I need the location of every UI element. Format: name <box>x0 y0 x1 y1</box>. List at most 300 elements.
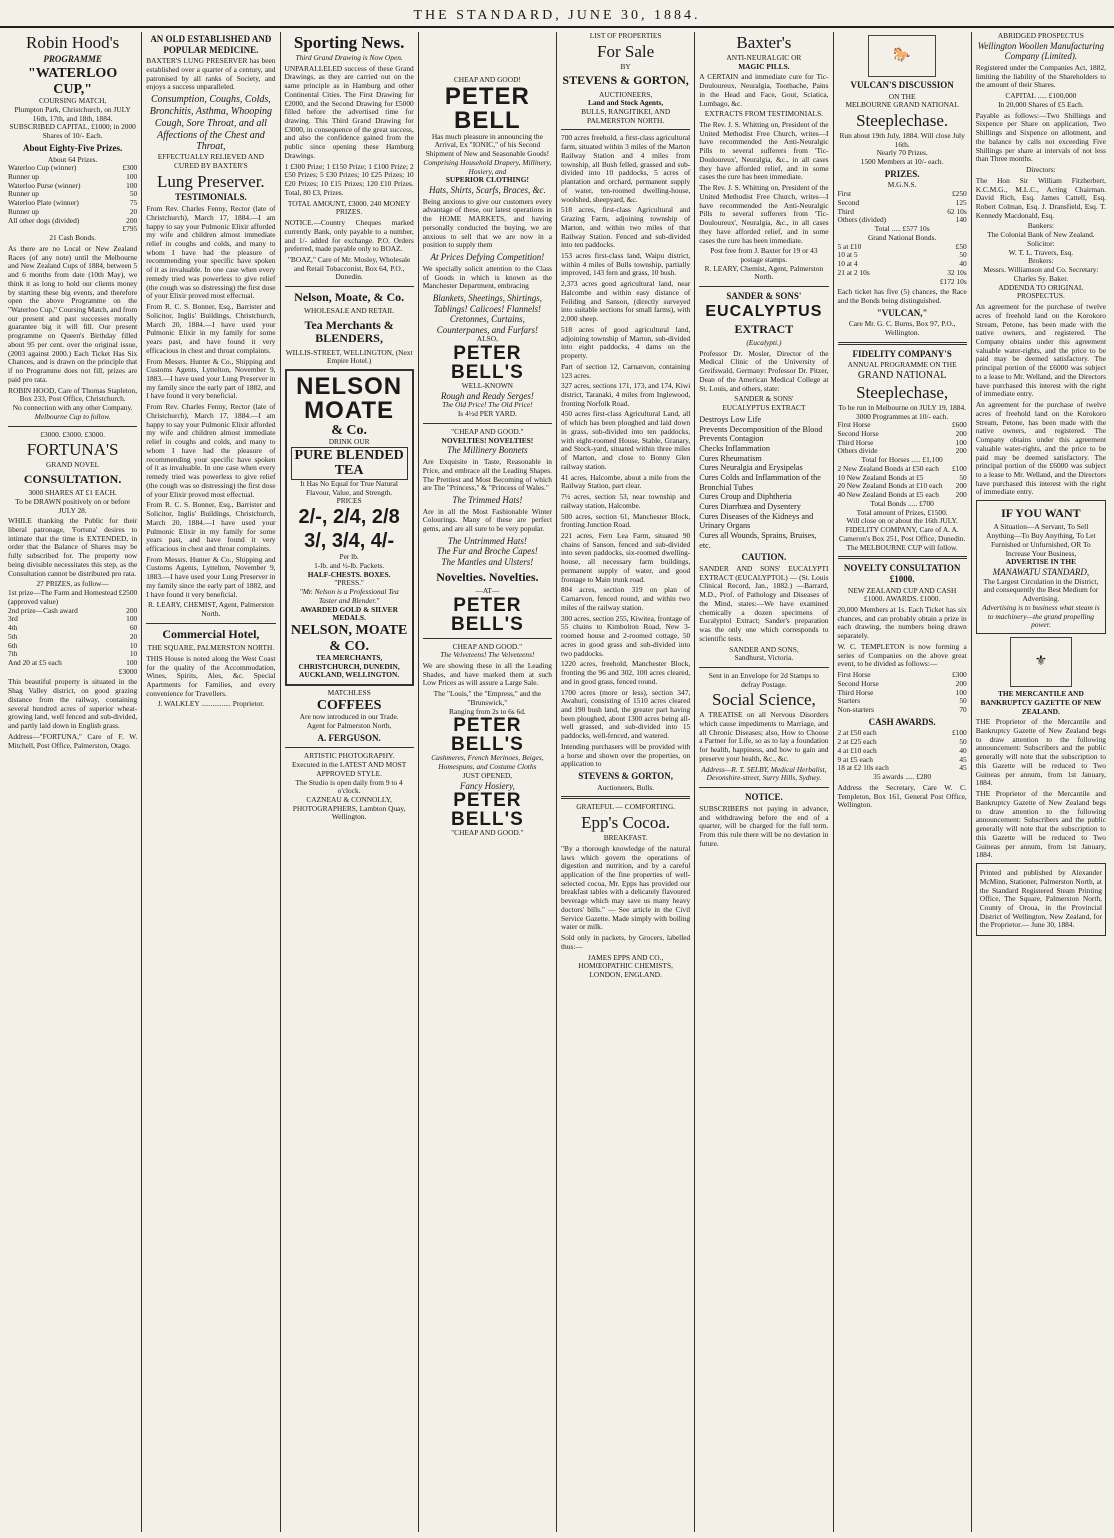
column-2 <box>142 32 280 1532</box>
vulcans-discussion: VULCAN'S DISCUSSION <box>850 80 954 90</box>
circulation-note: The Largest Circulation in the District, and consequently the Best Medium for Advertising. <box>983 576 1099 604</box>
lines: Comprising Household Drapery, Millinery, Hosiery, and <box>423 157 552 176</box>
templeton-row-value: 50 <box>959 696 967 706</box>
members-line: 1500 Members at 10/- each. <box>860 157 944 167</box>
medals-line: AWARDED GOLD & SILVER MEDALS. <box>300 604 398 623</box>
cazneau-connolly: CAZNEAU & CONNOLLY, PHOTOGRAPHERS, Lambton Quay, Wellington. <box>292 795 406 822</box>
printed-by: Printed and published by Alexander McMinn, Stationer, Palmerston North, at the Standard Registered Steam Printing Office, The Square, Palmerston North, County of Oroua, in the Provincial District of Wellington, New Zealand, for the Proprietor.— June 30, 1884. <box>979 868 1102 930</box>
property-item: 500 acres, section 61, Manchester Block, fronting Junction Road. <box>561 511 691 530</box>
property-item: 518 acres of good agricultural land, adjoining township of Marton, sub-divided into eight paddocks, 4 dams on the property. <box>561 324 691 361</box>
testimonial-3-repeat: From Messrs. Hunter & Co., Shipping and Customs Agents, Lyttelton, November 9, 1883.—I have used your Lung Preserver in my family since the early part of 1882, and I have found it very beneficial. <box>146 554 276 599</box>
bonds-heading: Grand National Bonds. <box>867 232 937 242</box>
testimonial-3: From Messrs. Hunter & Co., Shipping and Customs Agents, Lyttelton, November 9, 1883.—I have used your Lung Preserver in my family since the early part of 1882, and I have found it very beneficial. <box>146 356 276 401</box>
mercantile-body: THE Proprietor of the Mercantile and Bankruptcy Gazette of New Zealand begs to draw attention to the following announcement: Subscribers and the public generally will note that the subscription to this Gazette will be reduced to Two Guineas per annum, from 1st January, 1884. <box>975 717 1106 788</box>
auctioneers-bulls: Auctioneers, Bulls. <box>597 782 655 792</box>
fidelity-row-label: Second Horse <box>837 429 879 439</box>
nz-bond-row-value: £100 <box>951 463 967 473</box>
places: BULLS, RANGITIKEI, AND PALMERSTON NORTH. <box>581 106 671 125</box>
old-medicine-heading: AN OLD ESTABLISHED AND POPULAR MEDICINE. <box>150 34 272 55</box>
grateful-comforting: GRATEFUL — COMFORTING. <box>576 802 676 812</box>
property-item: 41 acres, Halcombe, about a mile from the Railway Station, part clear. <box>561 472 691 491</box>
prize-row-label: Waterloo Purse (winner) <box>8 180 81 190</box>
eucalypti-label: (Eucalypti.) <box>746 338 782 347</box>
nmc-heading: NELSON, MOATE & CO. <box>290 623 408 654</box>
fortuna-body: WHILE thanking the Public for their liberal patronage, 'Fortuna' desires to intimate that the time is EXTENDED, in order that the Balance of Shares may be fully subscribed for. The property now being divisible necessitates this step, as the Consultation cannot be distributed pro rata. <box>8 516 138 578</box>
stevens-gorton-2: STEVENS & GORTON, <box>578 771 674 782</box>
nz-bond-row-value: 200 <box>955 481 967 491</box>
prices-defying: At Prices Defying Competition! <box>430 252 545 263</box>
artistic-photography: ARTISTIC PHOTOGRAPHY. <box>303 751 395 761</box>
prizes-heading: About Eighty-Five Prizes. <box>23 142 123 153</box>
directors-heading: Directors: <box>1026 165 1056 175</box>
annual-programme: ANNUAL PROGRAMME ON THE <box>847 360 957 370</box>
anti-neuralgic: ANTI-NEURALGIC OR <box>726 52 802 62</box>
cheap-good-2: "CHEAP AND GOOD." <box>451 426 524 436</box>
tea-merchants: Tea Merchants & BLENDERS, <box>304 318 394 346</box>
templeton-row <box>838 706 967 715</box>
cure-item: Cures Croup and Diphtheria <box>699 492 792 502</box>
cashmeres: Cashmeres, French Merinoes, Beiges, Homespuns, and Costume Cloths <box>431 753 544 772</box>
cures-list <box>699 415 828 550</box>
serges: Rough and Ready Serges! <box>440 390 534 401</box>
attention: We specially solicit attention to the Class of Goods in which is known as the Manchester Department, embracing <box>422 263 552 291</box>
caution-body: SANDER AND SONS' EUCALYPTI EXTRACT (EUCALYPTOL) — (St. Louis Clinical Record, Jan., 1882.) —Barrard, M.D., Prof. of Pathology and Diseases of the Mind, states:—We have examined chemically a dozen specimens of Eucalyptol Extract; Sander's preparation was the only one which corresponds to scientific tests. <box>699 563 829 643</box>
templeton-row-value: 70 <box>959 705 967 715</box>
property-item: 7½ acres, section 53, near township and railway station, Halcombe. <box>561 492 691 510</box>
bonnets: The Millinery Bonnets <box>447 445 528 456</box>
addenda-body-repeat: An agreement for the purchase of twelve acres of freehold land on the Korokoro Stream, Petone, has been made with the native owners, and registered. The Company obtains under this agreement valuable water-rights, and the price to be paid may be deemed satisfactory. The principal portion of the £6000 was subject to a lease to Mr. Welland, and the Directors have purchased this interest with the right of immediate entry. <box>975 400 1106 497</box>
prize-row-2-label: 2nd prize—Cash award <box>8 605 78 615</box>
cities-line: CHRISTCHURCH, DUNEDIN, AUCKLAND, WELLINGTON. <box>298 661 400 680</box>
list-of-properties: LIST OF PROPERTIES <box>589 32 662 40</box>
vulcan-prize-row-value: 140 <box>955 215 967 225</box>
fidelity-row-label: Third Horse <box>837 437 874 447</box>
extracts-heading: EXTRACTS FROM TESTIMONIALS. <box>704 109 824 119</box>
templeton-row-value: £300 <box>951 670 967 680</box>
prize-row-label: Runner up <box>8 206 39 216</box>
cure-item: Cures Neuralgia and Erysipelas <box>699 463 803 473</box>
total-prizes: Total amount of Prizes, £1500. <box>856 507 948 517</box>
melbourne-cup-follow: The MELBOURNE CUP will follow. <box>846 542 958 552</box>
auctioneers: AUCTIONEERS, <box>599 89 653 99</box>
templeton-row-label: Non-starters <box>837 705 875 715</box>
property-item: 300 acres, section 255, Kiwitea, frontage of 55 chains to Kimbolton Road, New 3-roomed house and 2-roomed cottage, 50 acres in good grass and sub-divided into two paddocks. <box>561 613 691 658</box>
louis-empress: The "Louis," the "Empress," and the "Brunswick," <box>433 689 542 707</box>
just-opened: JUST OPENED, <box>462 770 513 780</box>
boaz-address: "BOAZ," Care of Mr. Mosley, Wholesale and Retail Tobacconist, Box 64, P.O., Dunedin. <box>287 255 411 282</box>
brand-co: & Co. <box>331 422 368 438</box>
cured-by: EFFECTUALLY RELIEVED AND CURED BY BAXTER'S <box>157 152 264 170</box>
sporting-body: UNPARALLELED success of these Grand Drawings, as they are carried out on the same principle as in Hamburg and other Continental Cities. The First Drawing for £2000, and the Second Drawing for £5000 filled before the advertised time for drawing. This Third Grand Drawing for £3000, in consequence of the great success, and also the confidence gained from the public since opening these Hamburg Drawings. <box>284 63 414 160</box>
prize-row-2-value: 200 <box>126 605 138 615</box>
social-science-title: Social Science, <box>711 690 816 710</box>
cure-item: Cures Colds and Inflammation of the Bronchial Tubes <box>699 472 821 492</box>
registered-note: Registered under the Companies Act, 1882, limiting the liability of the Shareholders to the amount of their Shares. <box>975 62 1106 90</box>
prize-row-value: 20 <box>129 206 138 216</box>
sporting-news-title: Sporting News. <box>293 33 405 52</box>
pure-blended-tea: PURE BLENDED TEA <box>291 447 408 480</box>
fidelity-row-value: 200 <box>955 429 967 439</box>
vulcan-prize-list <box>838 190 967 225</box>
waterloo-cup-title: "WATERLOO CUP," <box>28 66 118 97</box>
sporting-total: TOTAL AMOUNT, £3000. 240 MONEY PRIZES. <box>287 198 411 217</box>
eucalyptus-body: Professor Dr. Mosler, Director of the Medical Clinic of the University of Greifswald, Germany: Professor Dr. Pitzer, Dean of the American Medical College at St. Louis, and others, state: <box>699 348 829 393</box>
lung-preserver-title: Lung Preserver. <box>157 171 265 191</box>
at-label: —AT— <box>475 585 500 595</box>
extract-label: EXTRACT <box>734 321 794 336</box>
cash-row-label: 2 at £50 each <box>837 728 877 738</box>
if-you-want-box <box>976 500 1106 634</box>
vulcan-prize-row-label: Second <box>837 197 860 207</box>
cash-award-list <box>838 729 967 773</box>
drawn-line: To be DRAWN positively on or before JULY 28. <box>15 496 130 515</box>
brokers-heading: Brokers: <box>1028 256 1054 266</box>
by-label: BY <box>620 61 631 71</box>
caution-heading: CAUTION. <box>741 552 787 563</box>
per-yard: Is 4½d PER YARD. <box>457 409 517 419</box>
horse-race-illustration: 🐎 <box>868 35 936 77</box>
prize-row-2-label: 6th <box>8 640 18 650</box>
cash-row-value: 50 <box>959 737 967 747</box>
solicitor-heading: Solicitor: <box>1027 238 1055 248</box>
half-chests: HALF-CHESTS. BOXES. <box>307 569 391 579</box>
directors-list: The Hon Sir William Fitzherbert, K.C.M.G., M.L.C., Acting Chairman. David Rich, Esq. James Cattell, Esq. Robert Colman, Esq. J. Dransfield, Esq. T. Kennedy Macdonald, Esq. <box>975 175 1106 220</box>
cheap-good-3: CHEAP AND GOOD." <box>452 641 523 651</box>
cash-row-value: 45 <box>959 754 967 764</box>
breakfast: BREAKFAST. <box>603 833 648 843</box>
cash-awards-heading: CASH AWARDS. <box>868 716 936 727</box>
prizes-subheading: About 64 Prizes. <box>47 154 98 164</box>
prize-row-value: 100 <box>126 171 138 181</box>
fidelity-prize-list <box>838 421 967 456</box>
superior-clothing: SUPERIOR CLOTHING! <box>445 175 529 185</box>
property-item: 2,373 acres good agricultural land, near Halcombe and within easy distance of Feilding and Sanson, (directly surveyed into suitable sections for small farms), with 2,000 sheep. <box>561 279 691 324</box>
templeton-list <box>838 671 967 715</box>
velveteens: The Velveteens! The Velveteens! <box>440 650 535 660</box>
templeton-row-label: Starters <box>837 696 861 706</box>
prize-row-2-value: 60 <box>129 623 138 633</box>
studio-hours: The Studio is open daily from 9 to 4 o'clock. <box>295 777 403 796</box>
property-item: 153 acres first-class land, Waipu district, within 4 miles of Bulls township, partially improved, 143 fern and grass, 10 bush. <box>561 250 691 278</box>
prize-row-2 <box>8 633 137 642</box>
addenda-body: An agreement for the purchase of twelve acres of freehold land on the Korokoro Stream, Petone, has been made with the native owners, and registered. The Company obtains under this agreement valuable water-rights, and the price to be paid may be deemed satisfactory. The principal portion of the £6000 was subject to a lease to Mr. Welland, and the Directors have purchased this interest with the right of immediate entry. <box>975 302 1106 399</box>
steeplechase-title: Steeplechase. <box>856 111 949 131</box>
fidelity-row-label: Others divide <box>837 446 878 456</box>
run-date-2: To be run in Melbourne on JULY 19, 1884. <box>838 402 967 412</box>
prize-row-label: Runner up <box>8 171 39 181</box>
prize-row-2-label: 7th <box>8 649 18 659</box>
mercantile-body-repeat: THE Proprietor of the Mercantile and Bankruptcy Gazette of New Zealand begs to draw attention to the following announcement: Subscribers and the public generally will note that the subscription to this Gazette will be reduced to Two Guineas per annum, from 1st January, 1884. <box>975 789 1106 860</box>
prize-row-value: £300 <box>122 163 138 173</box>
sander-sons-3: SANDER AND SONS, <box>729 644 799 654</box>
vulcan-prize-row-value: 125 <box>955 197 967 207</box>
grand-novel: GRAND NOVEL <box>46 460 100 470</box>
baxters-title: Baxter's <box>736 33 792 52</box>
bond-row-value: 40 <box>959 259 967 269</box>
coursing-match: COURSING MATCH, <box>38 96 107 106</box>
peter-bell-body: Being anxious to give our customers every advantage of these, our latest operations in the HOME MARKETS, and having personally conducted the buying, we are anxious to sell that we are now in a position to supply them <box>422 196 552 250</box>
prize-row-value: 75 <box>129 198 138 208</box>
cure-item: Prevents Contagion <box>699 434 764 444</box>
intending-purchasers: Intending purchasers will be provided with a horse and shown over the properties, on application to <box>561 741 691 769</box>
prize-row-2 <box>8 659 137 668</box>
if-you-want: IF YOU WANT <box>1001 506 1081 521</box>
cure-item: Cures all Wounds, Sprains, Bruises, etc. <box>699 530 817 550</box>
notice-heading: NOTICE. <box>744 792 783 803</box>
drink-our: DRINK OUR <box>328 437 370 447</box>
cash-row-label: 9 at £5 each <box>837 754 873 764</box>
drawing-open: Third Grand Drawing is Now Open. <box>295 52 403 62</box>
prize-row-label: Waterloo Plate (winner) <box>8 198 79 208</box>
fur-capes: The Fur and Broche Capes! <box>437 546 538 557</box>
prize-row-2-value: 100 <box>126 614 138 624</box>
novelties-2: Novelties. Novelties. <box>436 569 539 584</box>
prize-row-2 <box>8 589 137 606</box>
melbourne-cup-note: Melbourne Cup to follow. <box>34 411 111 421</box>
agent-line: Agent for Palmerston North, <box>306 720 392 730</box>
cash-row-value: £100 <box>951 728 967 738</box>
sandhurst: Sandhurst, Victoria. <box>734 653 794 663</box>
no-equal: It Has No Equal for True Natural Flavour, Value, and Strength. <box>300 478 398 497</box>
nz-bond-row-label: 2 New Zealand Bonds at £50 each <box>837 463 939 473</box>
wants-list: A Situation—A Servant, To Sell Anything—To Buy Anything, To Let Furnished or Unfurnished, OR To Increase Your Business, <box>986 522 1096 558</box>
property-item: 450 acres first-class Agricultural Land, all of which has been ploughed and laid down in grass, sub-divided into ten paddocks, with eight-roomed House, Stable, Granary, and Stock-yard, situated within three miles of Marton, and close to Bonny Glen railway station. <box>561 409 691 471</box>
prize-row-2 <box>8 607 137 616</box>
templeton-row-label: First Horse <box>837 670 871 680</box>
property-list <box>561 134 690 740</box>
vulcan-total: Total ..... £577 10s <box>874 224 930 234</box>
bond-row-label: 10 at 5 <box>837 250 858 260</box>
peter-bell-1: PETER BELL <box>444 82 530 134</box>
column-3 <box>281 32 419 1532</box>
stamps-line: Sent in an Envelope for 2d Stamps to defray Postage. <box>708 670 819 689</box>
commercial-hotel-body: THIS House is noted along the West Coast for the quality of the Accommodation, Wines, Spirits, Ales, &c. Special Apartments for Families, and every convenience for Travellers. <box>146 653 276 698</box>
column-1 <box>4 32 142 1532</box>
prize-row-label: Waterloo Cup (winner) <box>8 163 77 173</box>
nz-bond-list <box>838 465 967 500</box>
prices-heading: PRICES <box>336 496 362 506</box>
steam-quote: Advertising is to business what steam is to machinery—the grand propelling power. <box>982 602 1100 630</box>
property-item: 518 acres, first-class Agricultural and Grazing Farm, adjoining township of Marton, and within two miles of that Railway Station. Fenced and sub-divided into ten paddocks. <box>561 205 691 250</box>
on-the: ON THE <box>888 91 916 101</box>
advertise-label: ADVERTISE IN THE <box>1005 557 1076 567</box>
vulcan-prize-row-value: £250 <box>951 189 967 199</box>
vulcan-name: "VULCAN," <box>876 307 928 318</box>
prize-row-value: 200 <box>126 215 138 225</box>
cure-item: Cures Diseases of the Kidneys and Urinary Organs <box>699 511 814 531</box>
prize-list-2 <box>8 589 137 668</box>
total-horses: Total for Horses ..... £1,100 <box>861 455 943 465</box>
packets-line: 1-lb. and ½-lb. Packets. <box>314 561 385 570</box>
peter-bell-2: PETER BELL'S <box>450 343 524 384</box>
prize-total: £795 <box>122 224 138 234</box>
fortuna-address: Address—"FORTUNA," Care of F. W. Mitchell, Post Office, Palmerston, Otago. <box>8 731 138 750</box>
cash-row-label: 2 at £25 each <box>837 737 877 747</box>
nelson-moate-firm: Nelson, Moate, & Co. <box>294 290 405 305</box>
hats-shirts: Hats, Shirts, Scarfs, Braces, &c. <box>429 185 546 196</box>
printer-imprint <box>976 863 1106 936</box>
prices-row-2: 3/, 3/4, 4/- <box>304 529 395 552</box>
bond-list <box>838 243 967 278</box>
sander-sons: SANDER & SONS' <box>726 291 802 302</box>
agent-name: A. FERGUSON. <box>317 732 381 743</box>
prizes2-heading: 27 PRIZES, as follow— <box>36 579 109 589</box>
velveteens-body: We are showing these in all the Leading Shades, and have marked them at such Low Prices as will assure a Large Sale. <box>422 661 552 688</box>
mercantile-title: THE MERCANTILE AND BANKRUPTCY GAZETTE OF NEW ZEALAND. <box>980 689 1102 716</box>
cure-item: Cures Rheumatism <box>699 453 762 463</box>
templeton-address: Address the Secretary, Care W. C. Templeton, Box 161, General Post Office, Wellington. <box>837 782 967 810</box>
shares-line: 3000 SHARES AT £1 EACH. <box>28 488 117 498</box>
nz-cup-awards: NEW ZEALAND CUP AND CASH £1000. AWARDS. £1000. <box>847 585 957 604</box>
baxter-testimonial: The Rev. J. S. Whitting on, President of the United Methodist Free Church, writes—I have recommended the Anti-Neuralgic Pills to several sufferers from 'Tic-Douloureux', Neuralgia, &c., in all cases they have afforded relief, and in some cases the cure has been immediate. <box>699 119 829 182</box>
steeplechase-title-2: Steeplechase, <box>856 382 949 402</box>
abridged-prospectus: ABRIDGED PROSPECTUS <box>997 32 1084 40</box>
prize-row-2-value: 20 <box>129 631 138 641</box>
bonnets-body: Are Exquisite in Taste, Reasonable in Price, and embrace all the Leading Shapes. The Prettiest and Most Becoming of which are The "Princess," & "Princess of Wales." <box>422 457 552 493</box>
nz-bond-row-value: 200 <box>955 490 967 500</box>
selby-address: Address—R. T. SELBY, Medical Herbalist, Devonshire-street, Surry Hills, Sydney. <box>701 764 827 783</box>
property-item: Part of section 12, Carnarvon, containing 123 acres. <box>561 361 691 380</box>
fancy-hosiery: Fancy Hosiery, <box>459 780 515 791</box>
ailments-list: Consumption, Coughs, Colds, Bronchitis, Asthma, Whooping Cough, Sore Throat, and all Affections of the Chest and Throat, <box>149 94 272 153</box>
artistic-sub: Executed in the LATEST AND MOST APPROVED STYLE. <box>292 760 407 778</box>
prize-row-2-label: And 20 at £5 each <box>8 658 62 667</box>
prize-row-label: All other dogs (divided) <box>8 215 80 225</box>
cash-row-value: 40 <box>959 745 967 755</box>
testimonial-1-repeat: From Rev. Charles Fenny, Rector (late of Christchurch), March 17, 1884.—I am happy to say your Pulmonic Elixir afforded my wife and children almost immediate relief in coughs and colds, and many to whom I have had the pleasure of recommending your specific have spoken of it as invaluable. In one case when every remedy tried was powerless to give relief (the cough was so distressing) the first dose of your Elixir proved most effectual. <box>146 402 276 499</box>
cash-row-value: 45 <box>959 763 967 773</box>
coat-of-arms-illustration: ⚜ <box>1010 637 1072 687</box>
cash-total: 35 awards ..... £280 <box>873 772 932 782</box>
certain-cure: A CERTAIN and immediate cure for Tic-Douloureux, Neuralgia, Toothache, Pains in the Head and Face, Gout, Sciatica, Lumbago, &c. <box>699 72 829 108</box>
templeton-row-value: 100 <box>955 687 967 697</box>
epps-cocoa-title: Epp's Cocoa. <box>581 813 671 833</box>
testimonials-heading: TESTIMONIALS. <box>174 192 247 203</box>
robin-hood-title: Robin Hood's <box>25 33 120 52</box>
mantles-ulsters: The Mantles and Ulsters! <box>441 557 534 567</box>
property-item: 221 acres, Fern Lea Farm, situated 90 chains of Sanson, fenced and sub-divided into seven paddocks, six-roomed dwelling-house, all necessary farm buildings, permanent supply of water, and good frontage to Main trunk road. <box>561 531 691 584</box>
bond-row-value: 50 <box>959 250 967 260</box>
prize-row-value: 100 <box>126 180 138 190</box>
robin-hood-body: As there are no Local or New Zealand Races (of any note) until the Melbourne and New Zealand Cups of 1884, between 5 and 6 months from date (10th May), we think it as long to hold our clients money by starting these big events, and therefore open the above Programme on the "Waterloo Cup," Coursing Match, and from our present and past successes morally guarantee big it will fill. Our present programme on Queen's Birthday filled about 95 per cent. over the original issue, (2003 against 2000.) Each Ticket Has Six Chances, and is drawn on the principle that if no Programme does not fill, prizes are paid pro rata. <box>8 243 138 384</box>
payable-terms: Payable as follows:—Two Shillings and Sixpence per Share on application, Two Shillings and Sixpence on allotment, and the balance by calls not exceeding Five Shillings per share at intervals of not less than Three months. <box>975 110 1106 164</box>
cash-row-label: 18 at £2 10s each <box>837 763 889 773</box>
money-line: £3000. £3000. £3000. <box>40 429 105 439</box>
hotel-proprietor: J. WALKLEY ................ Proprietor. <box>157 699 265 709</box>
testimonial-1: From Rev. Charles Fenny, Rector (late of Christchurch), March 17, 1884.—I am happy to say your Pulmonic Elixir afforded my wife and children almost immediate relief in coughs and colds, and many to whom I have had the pleasure of recommending your specific have spoken of it as invaluable. In one case when every remedy tried was powerless to give relief (the cough was so distressing) the first dose of your Elixir proved most effectual. <box>146 204 276 301</box>
commercial-hotel-title: Commercial Hotel, <box>162 626 260 641</box>
prize-row-2-value: 100 <box>126 658 138 667</box>
prize-row-2-value: 10 <box>129 649 138 659</box>
prize-row <box>8 217 137 226</box>
fidelity-row-label: First Horse <box>837 420 871 430</box>
prize-total-2: £3000 <box>118 666 138 676</box>
consultation-title: CONSULTATION. <box>23 471 122 486</box>
novelty-consultation: NOVELTY CONSULTATION £1000. <box>843 563 961 584</box>
wholesale-retail: WHOLESALE AND RETAIL <box>304 306 395 316</box>
fidelity-address: FIDELITY COMPANY, Care of A. A. Cameron's Box 251, Post Office, Dunedin. <box>838 525 966 543</box>
press-quote: "Mr. Nelson is a Professional Tea Taster and Blender." <box>299 587 399 605</box>
trimmed-hats: The Trimmed Hats! <box>452 494 523 505</box>
old-price: The Old Price! The Old Price! <box>442 400 533 410</box>
commercial-hotel-address: THE SQUARE, PALMERSTON NORTH. <box>147 643 275 653</box>
cash-bonds-heading: 21 Cash Bonds. <box>49 233 96 243</box>
no-connection-note: No connection with any other Company. <box>12 403 133 413</box>
announce: Has much pleasure in announcing the Arrival, Ex "IONIC," of his Second Shipment of New and Seasonable Goods! <box>425 131 550 159</box>
melbourne-grand-national: MELBOURNE GRAND NATIONAL <box>845 100 959 110</box>
fidelity-row-value: £600 <box>951 420 967 430</box>
nelson-moate-brand: NELSON MOATE <box>296 372 403 424</box>
bond-row-label: 21 at 2 10s <box>837 267 870 277</box>
testimonial-2: From R. C. S. Bonner, Esq., Barrister and Solicitor, Inglis' Buildings, Christchurch, March 20, 1884.—I have used your Pulmonic Elixir in my family for some years past, and have found it very efficacious in chest and throat complaints. <box>146 302 276 355</box>
prize-row-2-label: 1st prize—The Farm and Homestead (approved value) <box>8 588 118 606</box>
eucalyptus-title: EUCALYPTUS <box>705 302 823 320</box>
post-free: Post free from J. Baxter for 19 or 43 postage stamps. <box>710 246 818 264</box>
bond-row-value: 32 10s <box>947 267 967 277</box>
subscribed-capital: SUBSCRIBED CAPITAL, £1000; in 2000 Shares of 10/- Each. <box>9 122 136 141</box>
epps-chemist: JAMES EPPS AND CO., HOMŒOPATHIC CHEMISTS, LONDON, ENGLAND. <box>578 952 673 980</box>
fidelity-title: FIDELITY COMPANY'S <box>852 348 952 359</box>
stevens-gorton: STEVENS & GORTON, <box>562 73 689 88</box>
fortunas-title: FORTUNA'S <box>26 440 119 460</box>
property-item: 804 acres, section 319 on plan of Carnarvon, fenced round, and within two miles of the railway station. <box>561 585 691 612</box>
social-body: A TREATISE on all Nervous Disorders which cause impediments to Marriage, and all Chronic Diseases; also, How to Choose a Partner for Life, so as to lay a foundation for health, happiness, and how to gain and preserve your health, &c., &c. <box>699 710 829 763</box>
woollen-company: Wellington Woollen Manufacturing Company (Limited). <box>977 40 1105 62</box>
novelties: NOVELTIES! NOVELTIES! <box>441 435 534 445</box>
run-date: Run about 19th July, 1884. Will close July 16th. <box>839 130 965 149</box>
vulcan-care: Care Mr. G. C. Burns, Box 97, P.O., Wellington. <box>848 319 956 338</box>
bankers-heading: Bankers: <box>1027 221 1055 231</box>
property-item: 700 acres freehold, a first-class agricultural farm, situated within 3 miles of the Marton Railway Station and 4 miles from township, all Bush felled, grassed and sub-divided into 10 paddocks, 5 acres of plantation and orchard, permanent supply of water, ten-roomed dwelling-house, woolshed, sheepyard, &c. <box>561 133 691 204</box>
prize-row-2-value: £2500 <box>118 588 138 598</box>
cure-item: Prevents Decomposition of the Blood <box>699 424 823 434</box>
prices-row-1: 2/-, 2/4, 2/8 <box>298 506 400 529</box>
euc-extract-2: EUCALYPTUS EXTRACT <box>722 403 806 413</box>
tea-merchants-2: TEA MERCHANTS, <box>315 652 383 662</box>
property-item: 1220 acres, freehold, Manchester Block, fronting the 96 and 302, 100 acres cleared, and in good grass, fenced round. <box>561 659 691 686</box>
column-8 <box>972 32 1110 1532</box>
bond-row-label: 10 at 4 <box>837 259 858 269</box>
nz-bond-row-label: 20 New Zealand Bonds at £10 each <box>837 481 943 491</box>
manawatu-standard: MANAWATU STANDARD, <box>992 567 1090 578</box>
prize-row-2-label: 5th <box>8 631 18 641</box>
nz-bond-row-value: 50 <box>959 472 967 482</box>
newspaper-columns <box>4 32 1110 1532</box>
cure-item: Cures Diarrhœa and Dysentery <box>699 501 801 511</box>
fidelity-row-value: 200 <box>955 446 967 456</box>
leary-chemist: R. LEARY, Chemist, Agent, Palmerston North. <box>704 263 824 282</box>
column-6 <box>695 32 833 1532</box>
trimmed-hats-body: Are in all the Most Fashionable Winter Colourings. Many of these are perfect gems, and are all sure to be very popular. <box>422 506 552 534</box>
prize-row-2 <box>8 642 137 651</box>
vulcan-body: Each ticket has five (5) chances, the Race and the Bonds being distinguished. <box>837 287 967 306</box>
prize-row-label: Runner up <box>8 189 39 199</box>
sporting-prizes: 1 £300 Prize; 1 £150 Prize; 1 £100 Prize; 2 £50 Prizes; 5 £30 Prizes; 10 £25 Prizes; 10 £20 Prizes; 10 £15 Prizes; 120 £10 Prizes. Total, 80 £3, Prizes. <box>284 161 414 197</box>
sander-sons-2: SANDER & SONS' <box>734 394 794 404</box>
untrimmed-hats: The Untrimmed Hats! <box>447 535 527 546</box>
bond-total: £172 10s <box>939 276 967 286</box>
fidelity-row-value: 100 <box>955 437 967 447</box>
per-lb: Per lb. <box>339 552 359 562</box>
cure-item: Destroys Low Life <box>699 414 762 424</box>
property-item: 327 acres, sections 171, 173, and 174, Kiwi district, Taranaki, 4 miles from Inglewood, fronting Norfolk Road. <box>561 381 691 408</box>
for-sale-title: For Sale <box>597 41 655 61</box>
close-date: Will close on or about the 16th JULY. <box>846 516 958 526</box>
lung-preserver-intro: BAXTER'S LUNG PRESERVER has been established over a quarter of a century, and patronised by all ranks of Society, and enjoys a success unparalleled. <box>146 56 276 92</box>
peter-bell-4: PETER BELL'S <box>450 715 524 756</box>
notice-body: SUBSCRIBERS not paying in advance, and withdrawing before the end of a quarter, will be charged for the full term. From this rule there will be no deviation in future. <box>699 803 829 848</box>
grand-national: GRAND NATIONAL <box>857 370 947 382</box>
